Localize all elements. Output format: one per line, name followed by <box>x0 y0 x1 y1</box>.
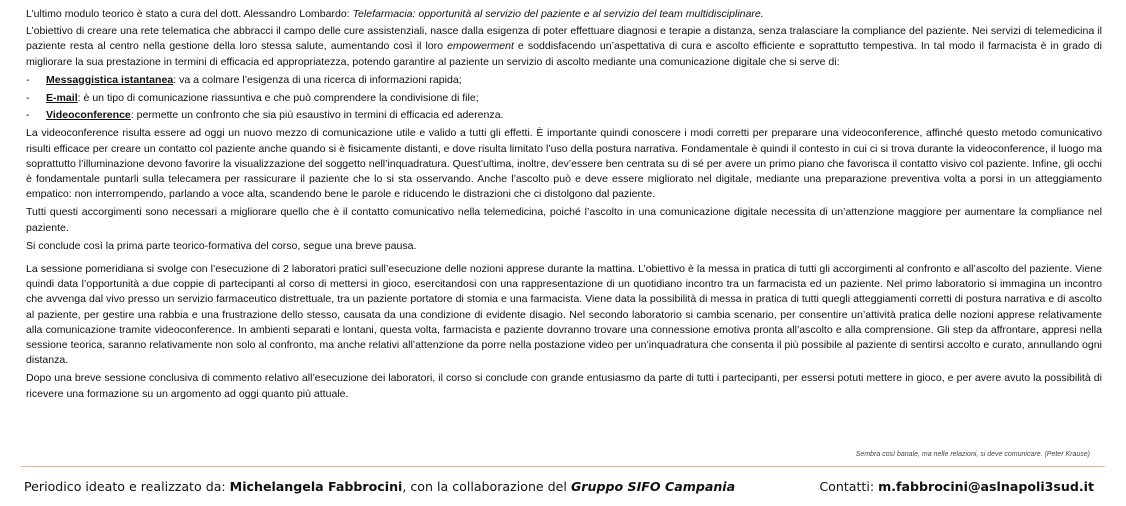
list-description: : va a colmare l’esigenza di una ricerca di informazioni rapida; <box>173 73 462 86</box>
telemedicine-paragraph <box>26 24 1102 70</box>
paragraph-text: e soddisfacendo un’aspettativa di cura e ascolto efficiente e soprattutto tempestiva. In tal modo il farmacista è in grado di migliorare la sua prestazione in termini di efficacia ed appropriatezza, potendo garantire al paziente un servizio di ascolto mediante una comunicazione digitale che si serve di: <box>26 40 1102 68</box>
intro-paragraph <box>26 7 1102 22</box>
emphasis-empowerment: empowerment <box>447 40 514 53</box>
list-description: : permette un confronto che sia più esaustivo in termini di efficacia ed aderenza. <box>130 109 504 122</box>
credit-middle: , con la collaborazione del <box>402 479 571 494</box>
credit-prefix: Periodico ideato e realizzato da: <box>24 479 230 494</box>
conclusion-paragraph: Dopo una breve sessione conclusiva di commento relativo all’esecuzione dei laboratori, il corso si conclude con grande entusiasmo da parte di tutti i partecipanti, per essersi potuti mettere in gioco, e per avere avuto la possibilità di ricevere una formazione su un argomento ad oggi quanto più attuale. <box>26 372 1102 400</box>
list-description: : è un tipo di comunicazione riassuntiva e che può comprendere la condivisione di file; <box>77 91 479 104</box>
dash-bullet: - <box>26 91 30 104</box>
closing-quote: Sembra così banale, ma nelle relazioni, si deve comunicare. (Peter Krause) <box>855 451 1090 458</box>
article-body <box>26 7 1102 402</box>
contacts-label: Contatti: <box>819 479 879 494</box>
footer-contacts <box>819 479 1094 494</box>
dash-bullet: - <box>26 109 30 122</box>
list-item <box>26 108 1102 123</box>
page-footer <box>24 479 1094 494</box>
contact-email-link[interactable]: m.fabbrocini@aslnapoli3sud.it <box>878 479 1094 494</box>
afternoon-session-paragraph: La sessione pomeridiana si svolge con l’esecuzione di 2 laboratori pratici sull’esecuzione delle nozioni apprese durante la mattina. L’obiettivo è la messa in pratica di tutti gli accorgimenti al confronto e all’ascolto del paziente. Viene quindi data l’opportunità a due coppie di partecipanti al corso di mettersi in gioco, esercitandosi con una rappresentazione di un quotidiano incontro tra un farmacista ed un paziente. Nel primo laboratorio si immagina un incontro che avvenga dal vivo presso un servizio farmaceutico distrettuale, tra un paziente portatore di stomia e una farmacista. Viene data la possibilità di messa in pratica di tutti quegli atteggiamenti corretti di postura narrativa e di ascolto al paziente, per gestire una rabbia e una frustrazione dello stesso, causata da una condizione di evidente disagio. Nel secondo laboratorio si cambia scenario, per consentire un’attività pratica delle nozioni apprese relativamente alla comunicazione tramite videoconference. In ambienti separati e lontani, questa volta, farmacista e paziente dovranno trovare una connessione emotiva pronta all’ascolto e alla comprensione. Gli step da affrontare, appresi nella sessione teorica, saranno relativamente non solo al confronto, ma anche relativi all’attenzione da porre nella postazione video per un’inquadratura che consenta il più possibile al paziente di sentirsi accolto e curato, annullando ogni distanza. <box>26 263 1102 367</box>
communication-list <box>26 73 1102 124</box>
list-item <box>26 91 1102 106</box>
group-name: Gruppo SIFO Campania <box>570 479 736 494</box>
footer-divider <box>21 466 1105 467</box>
intro-prefix: L’ultimo modulo teorico è stato a cura del dott. Alessandro Lombardo: <box>26 8 353 20</box>
author-name: Michelangela Fabbrocini <box>229 479 403 494</box>
videoconference-paragraph: La videoconference risulta essere ad oggi un nuovo mezzo di comunicazione utile e valido a tutti gli effetti. È importante quindi conoscere i modi corretti per preparare una videoconference, affinché questo metodo comunicativo risulti efficace per creare un contatto col paziente anche quando si è fisicamente distanti, e dove risulta limitato l’uso della postura narrativa. Fondamentale è quindi il contesto in cui ci si trova durante la videoconference, il luogo ma soprattutto l’illuminazione devono favorire la visualizzazione del soggetto nell’inquadratura. Quest’ultima, inoltre, dev’essere ben centrata su di sé per avere un primo piano che favorisca il contatto visivo col paziente. Infine, gli occhi è fondamentale puntarli sulla telecamera per rassicurare il paziente che lo si sta osservando. Anche l’ascolto può e deve essere migliorato nel digitale, mediante una preparazione preventiva volta a porsi in un atteggiamento empatico: non interrompendo, parlando a voce alta, scandendo bene le parole e riducendo le distrazioni che ci distolgono dal paziente. <box>26 127 1102 201</box>
compliance-paragraph: Tutti questi accorgimenti sono necessari a migliorare quello che è il contatto comunicativo nella telemedicina, poiché l’ascolto in una comunicazione digitale necessita di un’attenzione maggiore per aumentare la compliance nel paziente. <box>26 206 1102 234</box>
list-term: Videoconference <box>46 109 131 122</box>
list-term: E-mail <box>46 91 78 104</box>
module-title: Telefarmacia: opportunità al servizio del paziente e al servizio del team multidisciplinare. <box>352 8 764 20</box>
paragraph-text: L’obiettivo di creare una rete telematica che abbracci il campo delle cure assistenziali, nasce dalla esigenza di poter effettuare diagnosi e terapie a distanza, senza tralasciare la compliance del paziente. Nei servizi di telemedicina il paziente resta al centro nella gestione della loro stessa salute, aumentando così il loro <box>26 25 1102 53</box>
dash-bullet: - <box>26 73 30 86</box>
footer-credit <box>24 479 735 494</box>
list-term: Messaggistica istantanea <box>46 73 174 86</box>
break-paragraph: Si conclude così la prima parte teorico-formativa del corso, segue una breve pausa. <box>26 239 417 252</box>
list-item <box>26 73 1102 88</box>
